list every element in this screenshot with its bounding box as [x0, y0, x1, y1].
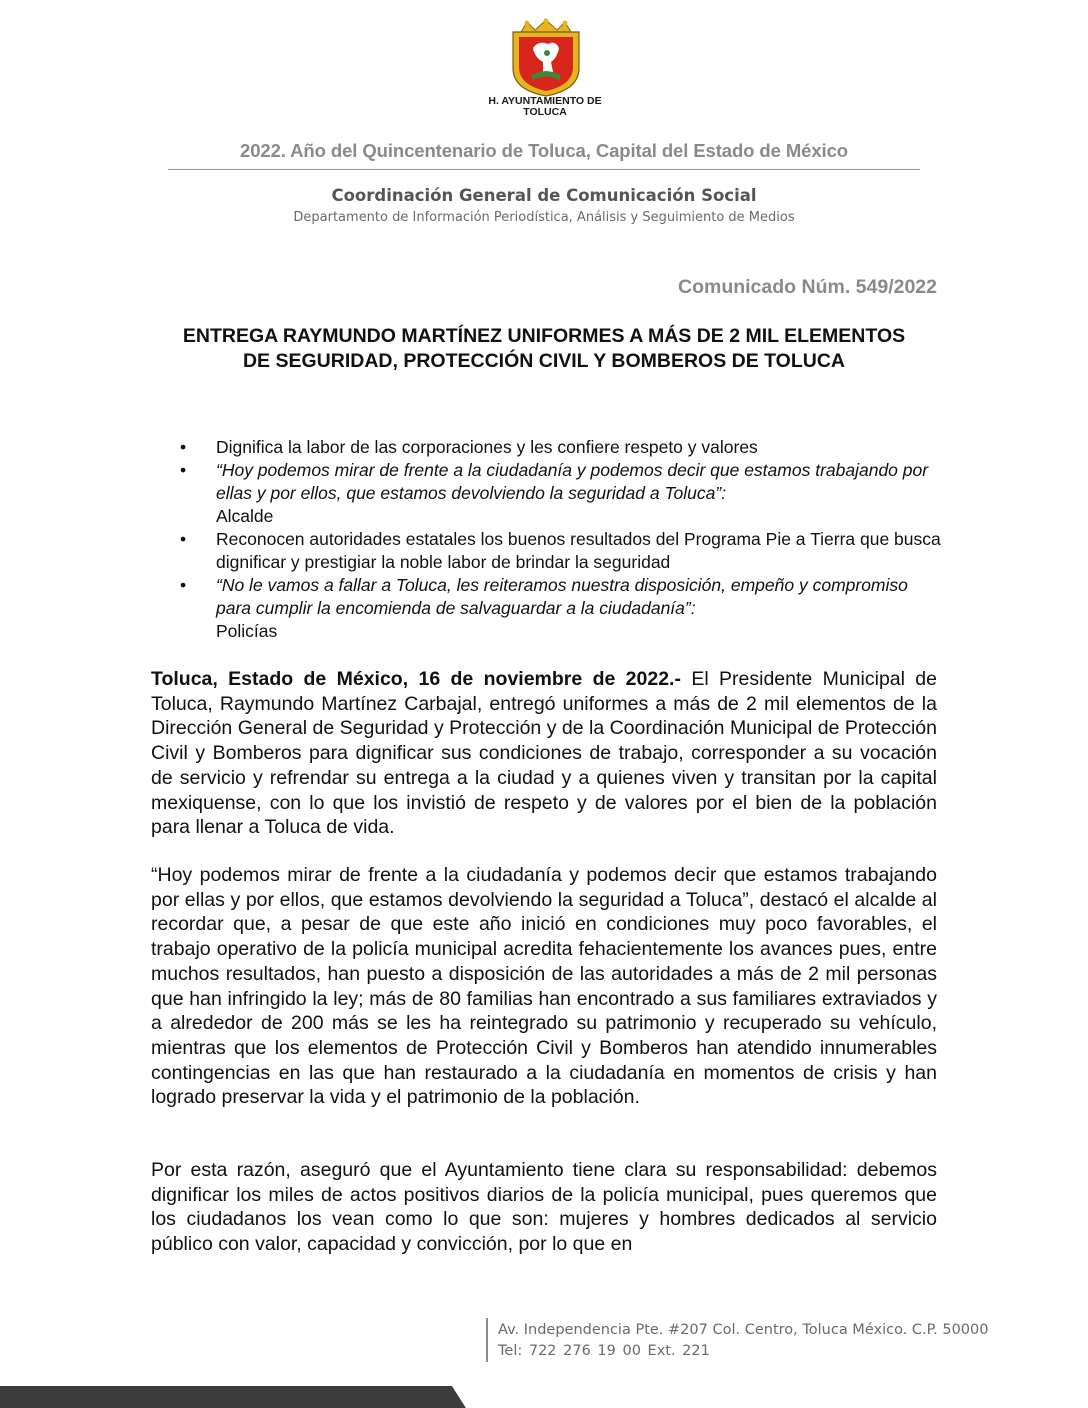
- list-item: [176, 574, 946, 643]
- body-paragraph-1: [151, 667, 937, 840]
- body-paragraph-2: “Hoy podemos mirar de frente a la ciudadanía y podemos decir que estamos trabajando por ellas y por ellos, que estamos devolviendo la seguridad a Toluca”, destacó el alcalde al recordar que, a pesar de que este año inició en condiciones muy poco favorables, el trabajo operativo de la policía municipal acredita fehacientemente los avances pues, entre muchos resultados, han puesto a disposición de las autoridades a más de 2 mil personas que han infringido la ley; más de 80 familias han encontrado a sus familiares extraviados y a alrededor de 200 más se les ha reintegrado su patrimonio y recuperado su vehículo, mientras que los elementos de Protección Civil y Bomberos han atendido innumerables contingencias en las que han restaurado a la ciudadanía en momentos de crisis y han logrado preservar la vida y el patrimonio de la población.: [151, 864, 937, 1109]
- department-subtitle: Departamento de Información Periodística, Análisis y Seguimiento de Medios: [293, 210, 795, 225]
- list-item: [176, 459, 946, 528]
- release-number: Comunicado Núm. 549/2022: [677, 276, 937, 298]
- bullet-icon: •: [180, 460, 187, 480]
- paragraph-text: El Presidente Municipal de Toluca, Raymundo Martínez Carbajal, entregó uniformes a más de 2 mil elementos de la Dirección General de Seguridad y Protección y de la Coordinación Municipal de Protección Civil y Bomberos para dignificar sus condiciones de trabajo, corresponder a su vocación de servicio y refrendar su entrega a la ciudad y a quienes viven y transitan por la capital mexiquense, con lo que los invistió de respeto y de valores por el bien de la población para llenar a Toluca de vida.: [151, 668, 938, 839]
- year-motto: 2022. Año del Quincentenario de Toluca, Capital del Estado de México: [240, 140, 848, 161]
- bullet-icon: •: [180, 529, 187, 549]
- logo-caption: H. AYUNTAMIENTO DE TOLUCA: [488, 95, 602, 118]
- list-item-text: Dignifica la labor de las corporaciones y les confiere respeto y valores: [216, 437, 758, 457]
- footer-phone: Tel: 722 276 19 00 Ext. 221: [498, 1343, 710, 1359]
- list-item-quote: “No le vamos a fallar a Toluca, les reiteramos nuestra disposición, empeño y compromiso para cumplir la encomienda de salvaguardar a la ciudadanía”:: [216, 575, 908, 618]
- list-item-attribution: Policías: [216, 621, 278, 641]
- dateline: Toluca, Estado de México, 16 de noviembre de 2022.-: [151, 668, 681, 690]
- footer-divider: [486, 1318, 488, 1362]
- bullet-icon: •: [180, 575, 187, 595]
- header-divider: [168, 169, 920, 170]
- footer-address: Av. Independencia Pte. #207 Col. Centro, Toluca México. C.P. 50000: [498, 1322, 989, 1338]
- list-item-quote: “Hoy podemos mirar de frente a la ciudadanía y podemos decir que estamos trabajando por ellas y por ellos, que estamos devolviendo la seguridad a Toluca”:: [216, 460, 929, 503]
- press-release-headline: ENTREGA RAYMUNDO MARTÍNEZ UNIFORMES A MÁS DE 2 MIL ELEMENTOS DE SEGURIDAD, PROTECCIÓN CIVIL Y BOMBEROS DE TOLUCA: [182, 325, 906, 372]
- coordination-title: Coordinación General de Comunicación Social: [331, 186, 757, 205]
- bullet-icon: •: [180, 437, 187, 457]
- footer-band: [0, 1386, 1088, 1408]
- list-item: [176, 436, 946, 459]
- body-paragraph-3: Por esta razón, aseguró que el Ayuntamiento tiene clara su responsabilidad: debemos dignificar los miles de actos positivos diarios de la policía municipal, pues queremos que los ciudadanos los vean como lo que son: mujeres y hombres dedicados al servicio público con valor, capacidad y convicción, por lo que en: [151, 1159, 937, 1256]
- list-item-text: Reconocen autoridades estatales los buenos resultados del Programa Pie a Tierra que busca dignificar y prestigiar la noble labor de brindar la seguridad: [216, 529, 941, 572]
- highlights-list: [176, 436, 946, 643]
- list-item-attribution: Alcalde: [216, 506, 274, 526]
- list-item: [176, 528, 946, 574]
